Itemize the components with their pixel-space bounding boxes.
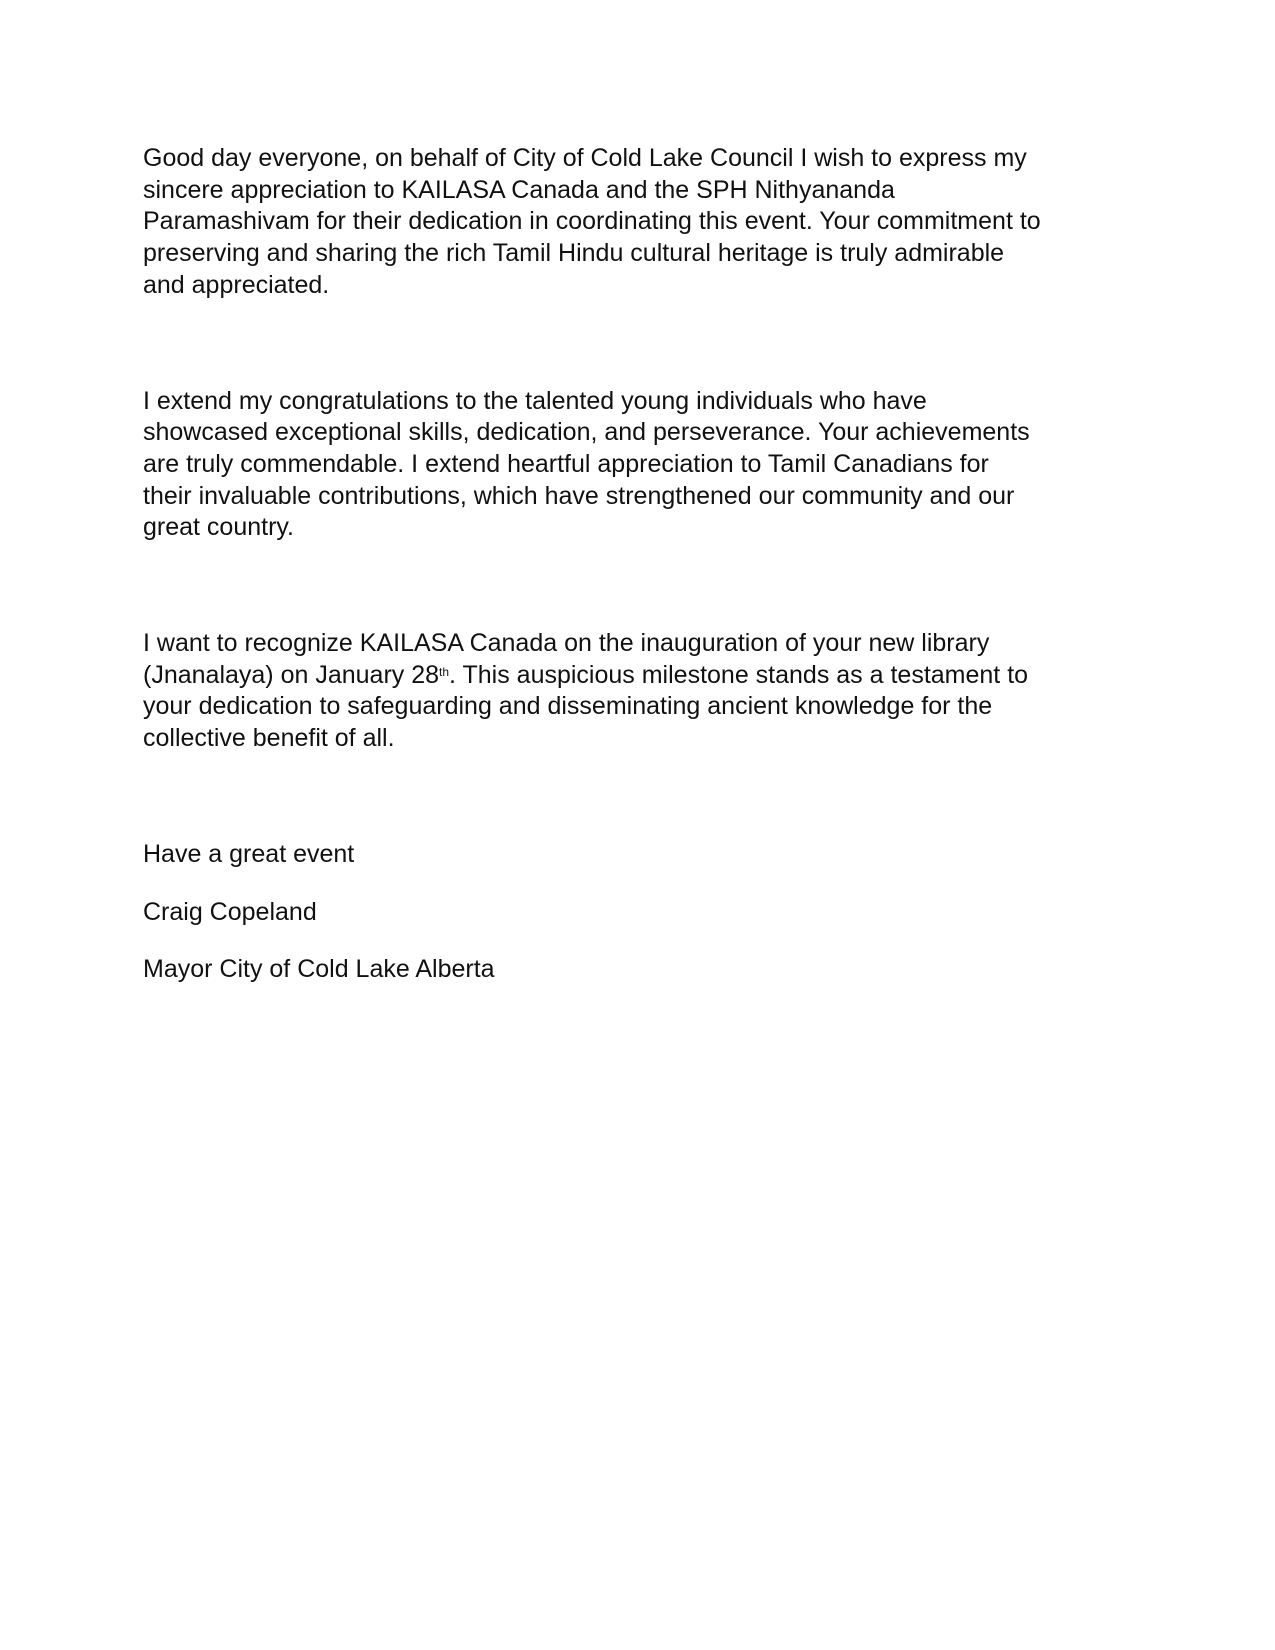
- ordinal-suffix: th: [439, 664, 450, 679]
- paragraph-congratulations: [143, 386, 1083, 545]
- paragraph-library-inauguration: [143, 628, 1083, 755]
- text-line: are truly commendable. I extend heartful appreciation to Tamil Canadians for: [143, 449, 989, 478]
- text-line: collective benefit of all.: [143, 724, 395, 753]
- text-line: showcased exceptional skills, dedication, and perseverance. Your achievements: [143, 418, 1030, 447]
- text-line: sincere appreciation to KAILASA Canada and the SPH Nithyananda: [143, 175, 895, 204]
- text-line: your dedication to safeguarding and disseminating ancient knowledge for the: [143, 692, 993, 721]
- text-line: preserving and sharing the rich Tamil Hindu cultural heritage is truly admirable: [143, 239, 1005, 268]
- letter-body: [143, 143, 1083, 1012]
- text-line: I extend my congratulations to the talented young individuals who have: [143, 386, 927, 415]
- closing-line: Have a great event: [143, 839, 355, 868]
- text-line: . This auspicious milestone stands as a testament to: [449, 660, 1029, 689]
- text-line: and appreciated.: [143, 270, 330, 299]
- text-line: (Jnanalaya) on January 28: [143, 660, 440, 689]
- text-line: I want to recognize KAILASA Canada on the inauguration of your new library: [143, 629, 990, 658]
- signature-title: Mayor City of Cold Lake Alberta: [143, 955, 495, 984]
- text-line: Good day everyone, on behalf of City of Cold Lake Council I wish to express my: [143, 144, 1027, 172]
- text-line: great country.: [143, 513, 295, 542]
- signature-name: Craig Copeland: [143, 897, 317, 926]
- text-line: Paramashivam for their dedication in coordinating this event. Your commitment to: [143, 207, 1041, 236]
- text-line: their invaluable contributions, which have strengthened our community and our: [143, 481, 1015, 510]
- paragraph-appreciation: [143, 143, 1083, 302]
